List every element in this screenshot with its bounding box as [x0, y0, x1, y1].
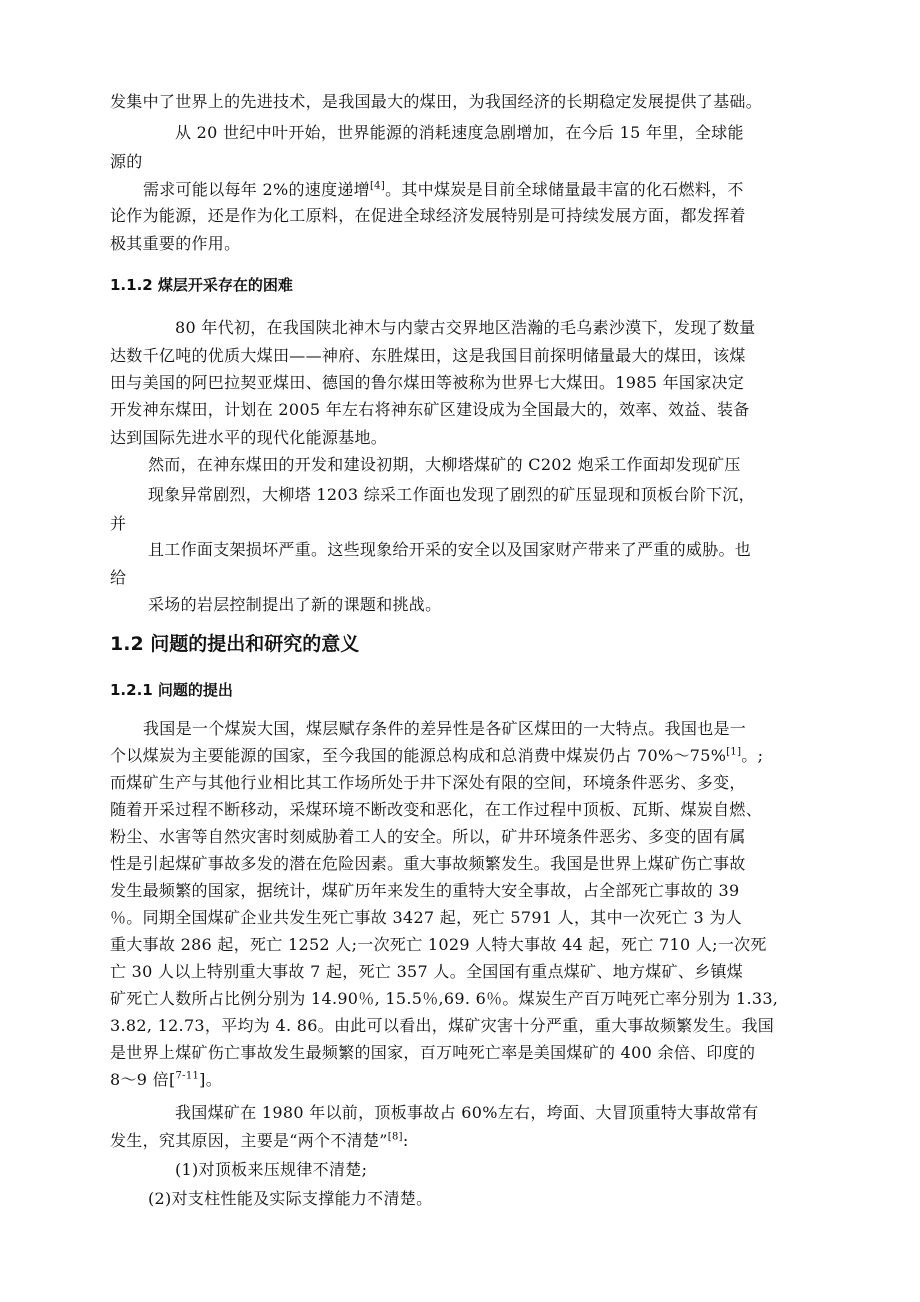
- paragraph-line: [175, 318, 756, 338]
- text: 达数千亿吨的优质大煤田——神府、东胜煤田，这是我国目前探明储量最大的煤田，该煤: [110, 346, 746, 365]
- paragraph-line: [110, 881, 739, 901]
- section-heading-1-2: [110, 632, 359, 656]
- section-heading-1-1-2: [110, 275, 293, 295]
- paragraph-line: [148, 485, 755, 505]
- text: 论作为能源，还是作为化工原料，在促进全球经济发展特别是可持续发展方面，都发挥着: [110, 206, 746, 225]
- text: 需求可能以每年 2%的速度递增: [143, 180, 370, 199]
- list-item: [148, 1189, 432, 1209]
- text: 采场的岩层控制提出了新的课题和挑战。: [148, 595, 442, 614]
- paragraph-line: [110, 800, 762, 820]
- text: 极其重要的作用。: [110, 234, 241, 253]
- paragraph-line: [110, 346, 746, 366]
- text: 个以煤炭为主要能源的国家，至今我国的能源总构成和总消费中煤炭仍占 70%～75%: [110, 746, 727, 765]
- paragraph-line: [110, 1016, 774, 1036]
- paragraph-line: [110, 152, 143, 172]
- text: 然而，在神东煤田的开发和建设初期，大柳塔煤矿的 C202 炮采工作面却发现矿压: [148, 455, 741, 474]
- text: 。;: [741, 746, 764, 765]
- paragraph-line: [110, 92, 762, 112]
- text: ％。同期全国煤矿企业共发生死亡事故 3427 起，死亡 5791 人，其中一次死亡 3 为人: [110, 908, 742, 927]
- text: ]。: [199, 1070, 223, 1089]
- paragraph-line: [110, 234, 240, 254]
- paragraph-line: [148, 540, 751, 560]
- text: 亡 30 人以上特别重大事故 7 起，死亡 357 人。全国国有重点煤矿、地方煤矿、乡镇煤: [110, 962, 744, 981]
- paragraph-line: [110, 514, 126, 534]
- text: 且工作面支架损坏严重。这些现象给开采的安全以及国家财产带来了严重的威胁。也: [148, 540, 752, 559]
- citation-ref: [1]: [726, 746, 742, 758]
- heading-text: 1.1.2 煤层开采存在的困难: [110, 276, 293, 294]
- paragraph-line: [148, 455, 741, 475]
- paragraph-line: [143, 719, 746, 739]
- paragraph-line: [110, 962, 743, 982]
- text: 随着开采过程不断移动，采煤环境不断改变和恶化，在工作过程中顶板、瓦斯、煤炭自燃、: [110, 800, 763, 819]
- paragraph-line: [110, 206, 746, 226]
- text: 粉尘、水害等自然灾害时刻威胁着工人的安全。所以，矿井环境条件恶劣、多变的固有属: [110, 827, 746, 846]
- text: 发生最频繁的国家，据统计，煤矿历年来发生的重特大安全事故，占全部死亡事故的 39: [110, 881, 740, 900]
- text: 给: [110, 568, 127, 587]
- text: 8～9 倍[: [110, 1070, 176, 1089]
- text: 从 20 世纪中叶开始，世界能源的消耗速度急剧增加，在今后 15 年里，全球能: [175, 123, 744, 142]
- paragraph-line: [110, 1131, 409, 1151]
- paragraph-line: [148, 595, 441, 615]
- text: 重大事故 286 起，死亡 1252 人;一次死亡 1029 人特大事故 44 起，死亡 710 人;一次死: [110, 935, 767, 954]
- paragraph-line: [110, 746, 763, 766]
- text: :: [402, 1131, 409, 1150]
- section-heading-1-2-1: [110, 680, 233, 700]
- paragraph-line: [110, 908, 742, 928]
- paragraph-line: [110, 827, 746, 847]
- text: 田与美国的阿巴拉契亚煤田、德国的鲁尔煤田等被称为世界七大煤田。1985 年国家决定: [110, 373, 745, 392]
- paragraph-line: [143, 180, 744, 200]
- list-item: [175, 1160, 367, 1180]
- text: 而煤矿生产与其他行业相比其工作场所处于井下深处有限的空间，环境条件恶劣、多变，: [110, 773, 746, 792]
- text: 现象异常剧烈，大柳塔 1203 综采工作面也发现了剧烈的矿压显现和顶板台阶下沉，: [148, 485, 755, 504]
- citation-ref: 7-11: [175, 1070, 200, 1082]
- text: 80 年代初，在我国陕北神木与内蒙古交界地区浩瀚的毛乌素沙漠下，发现了数量: [175, 318, 756, 337]
- text: 是世界上煤矿伤亡事故发生最频繁的国家，百万吨死亡率是美国煤矿的 400 余倍、印度的: [110, 1043, 756, 1062]
- paragraph-line: [175, 123, 744, 143]
- text: (2)对支柱性能及实际支撑能力不清楚。: [148, 1189, 433, 1208]
- paragraph-line: [110, 989, 778, 1009]
- paragraph-line: [110, 1070, 222, 1090]
- paragraph-line: [110, 773, 746, 793]
- text: 并: [110, 514, 127, 533]
- paragraph-line: [110, 373, 744, 393]
- text: 性是引起煤矿事故多发的潜在危险因素。重大事故频繁发生。我国是世界上煤矿伤亡事故: [110, 854, 746, 873]
- text: (1)对顶板来压规律不清楚;: [175, 1160, 368, 1179]
- text: 矿死亡人数所占比例分别为 14.90％, 15.5％,69. 6％。煤炭生产百万吨死亡率分别为 1.33,: [110, 989, 779, 1008]
- paragraph-line: [110, 935, 767, 955]
- text: 发生，究其原因，主要是“两个不清楚”: [110, 1131, 388, 1150]
- citation-ref: [8]: [387, 1131, 403, 1143]
- text: 我国是一个煤炭大国，煤层赋存条件的差异性是各矿区煤田的一大特点。我国也是一: [143, 719, 747, 738]
- text: 发集中了世界上的先进技术，是我国最大的煤田，为我国经济的长期稳定发展提供了基础。: [110, 92, 763, 111]
- paragraph-line: [110, 568, 126, 588]
- paragraph-line: [110, 428, 387, 448]
- text: 。其中煤炭是目前全球储量最丰富的化石燃料，不: [385, 180, 744, 199]
- text: 达到国际先进水平的现代化能源基地。: [110, 428, 388, 447]
- paragraph-line: [110, 1043, 755, 1063]
- text: 我国煤矿在 1980 年以前，顶板事故占 60%左右，垮面、大冒顶重特大事故常有: [175, 1103, 759, 1122]
- heading-text: 1.2.1 问题的提出: [110, 681, 233, 699]
- heading-text: 1.2 问题的提出和研究的意义: [110, 633, 360, 655]
- citation-ref: [4]: [369, 180, 386, 192]
- text: 开发神东煤田，计划在 2005 年左右将神东矿区建设成为全国最大的，效率、效益、装备: [110, 400, 750, 419]
- paragraph-line: [175, 1103, 759, 1123]
- text: 源的: [110, 152, 143, 171]
- paragraph-line: [110, 400, 750, 420]
- paragraph-line: [110, 854, 746, 874]
- text: 3.82, 12.73，平均为 4. 86。由此可以看出，煤矿灾害十分严重，重大事故频繁发生。我国: [110, 1016, 775, 1035]
